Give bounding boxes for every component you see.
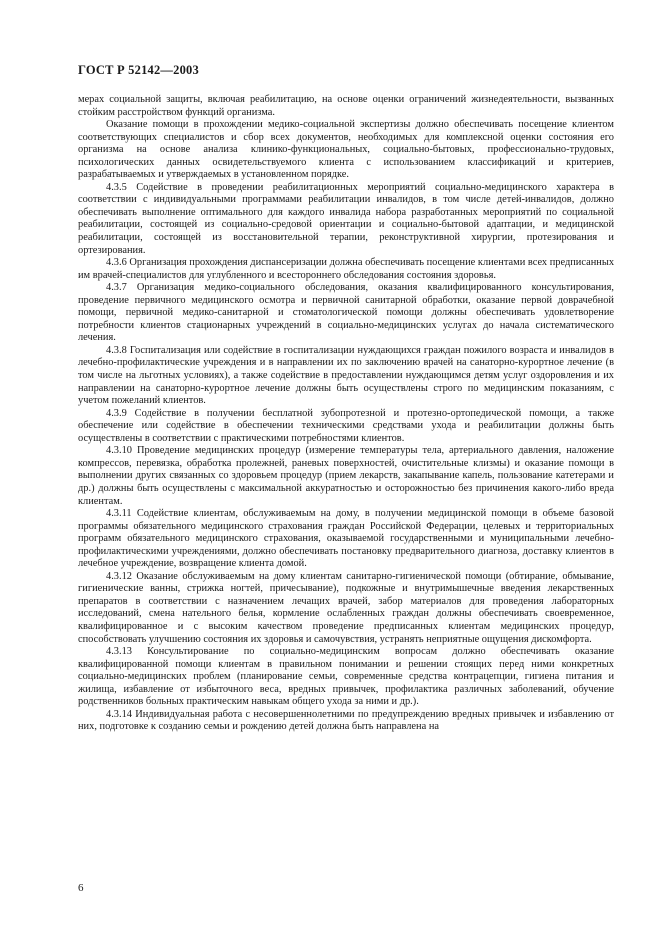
paragraph-4-3-8: 4.3.8 Госпитализация или содействие в госпитализации нуждающихся граждан пожилого возраста и инвалидов в лечебно-профилактические учреждения и в направлении их по заключению врачей на санаторно-курортное лечение (в том числе на льготных условиях), а также содействие в предоставлении нуждающимся детям услуг оздоровления и их направлении на санаторно-курортное лечение должны быть осуществлены строго по медицинским показаниям, с учетом пожеланий клиентов. [78, 344, 614, 407]
page-number: 6 [78, 882, 84, 894]
paragraph-4-3-5: 4.3.5 Содействие в проведении реабилитационных мероприятий социально-медицинского характера в соответствии с индивидуальными программами реабилитации инвалидов, в том числе детей-инвалидов, должно обеспечивать выполнение оптимального для каждого инвалида набора разработанных мероприятий по социальной реабилитации, состоящей из социально-средовой ориентации и социально-бытовой адаптации, и медицинской реабилитации, состоящей из восстановительной терапии, реконструктивной хирургии, протезирования и ортезирования. [78, 181, 614, 256]
paragraph-4-3-11: 4.3.11 Содействие клиентам, обслуживаемым на дому, в получении медицинской помощи в объеме базовой программы обязательного медицинского страхования граждан Российской Федерации, целевых и территориальных программ обязательного медицинского страхования, оказываемой государственными и муниципальными лечебно-профилактическими учреждениями, должно обеспечивать постановку предварительного диагноза, доставку клиентов в лечебное учреждение, возвращение клиента домой. [78, 508, 614, 570]
paragraph-4-3-9: 4.3.9 Содействие в получении бесплатной зубопротезной и протезно-ортопедической помощи, а также обеспечение или содействие в обеспечении техническими средствами ухода и реабилитации должны быть осуществлены в соответствии с практическими потребностями клиентов. [78, 407, 614, 444]
paragraph-mse-assistance: Оказание помощи в прохождении медико-социальной экспертизы должно обеспечивать посещение клиентом соответствующих специалистов и сбор всех документов, необходимых для комплексной оценки состояния его организма на основе анализа клинико-функциональных, социально-бытовых, профессионально-трудовых, психологических данных освидетельствуемого клиента с использованием классификаций и критериев, разрабатываемых и утверждаемых в установленном порядке. [78, 119, 614, 181]
paragraph-4-3-12: 4.3.12 Оказание обслуживаемым на дому клиентам санитарно-гигиенической помощи (обтирание, обмывание, гигиенические ванны, стрижка ногтей, причесывание), подкожные и внутримышечные введения лекарственных препаратов в соответствии с назначением лечащих врачей, забор материалов для проведения лабораторных исследований, смена нательного белья, кормление ослабленных граждан должны обеспечивать своевременное, квалифицированное и с высоким качеством проведение предписанных клиентам медицинских процедур, способствовать улучшению состояния их здоровья и самочувствия, устранять неприятные ощущения дискомфорта. [78, 570, 614, 645]
paragraph-4-3-6: 4.3.6 Организация прохождения диспансеризации должна обеспечивать посещение клиентами всех предписанных им врачей-специалистов для углубленного и всестороннего обследования состояния здоровья. [78, 257, 615, 281]
paragraph-4-3-10: 4.3.10 Проведение медицинских процедур (измерение температуры тела, артериального давления, наложение компрессов, перевязка, обработка пролежней, раневых поверхностей, очистительные клизмы) и оказание помощи в выполнении других связанных со здоровьем процедур (прием лекарств, закапывание капель, пользование катетерами и др.) должны быть осуществлены с максимальной аккуратностью и осторожностью без причинения какого-либо вреда клиентам. [78, 445, 614, 507]
paragraph-4-3-14: 4.3.14 Индивидуальная работа с несовершеннолетними по предупреждению вредных привычек и избавлению от них, подготовке к созданию семьи и рождению детей должна быть направлена на [78, 708, 614, 733]
document-header-standard-number: ГОСТ Р 52142—2003 [78, 63, 199, 77]
paragraph-4-3-7: 4.3.7 Организация медико-социального обследования, оказания квалифицированного консультирования, проведение первичного медицинского осмотра и первичной санитарной обработки, оказание первой доврачебной помощи, первичной медико-санитарной и стоматологической помощи должны обеспечивать удовлетворение потребности клиентов стационарных учреждений в социально-медицинских услугах до начала систематического лечения. [78, 282, 614, 344]
paragraph-continuation: мерах социальной защиты, включая реабилитацию, на основе оценки ограничений жизнедеятельности, вызванных стойким расстройством функций организма. [78, 94, 614, 118]
paragraph-4-3-13: 4.3.13 Консультирование по социально-медицинским вопросам должно обеспечивать оказание квалифицированной помощи клиентам в правильном понимании и решении стоящих перед ними конкретных социально-медицинских проблем (планирование семьи, современные средства контрацепции, гигиена питания и жилища, избавление от избыточного веса, вредных привычек, профилактика различных заболеваний, обучение родственников больных практическим навыкам общего ухода за ними и др.). [78, 646, 614, 708]
document-body [78, 94, 614, 734]
